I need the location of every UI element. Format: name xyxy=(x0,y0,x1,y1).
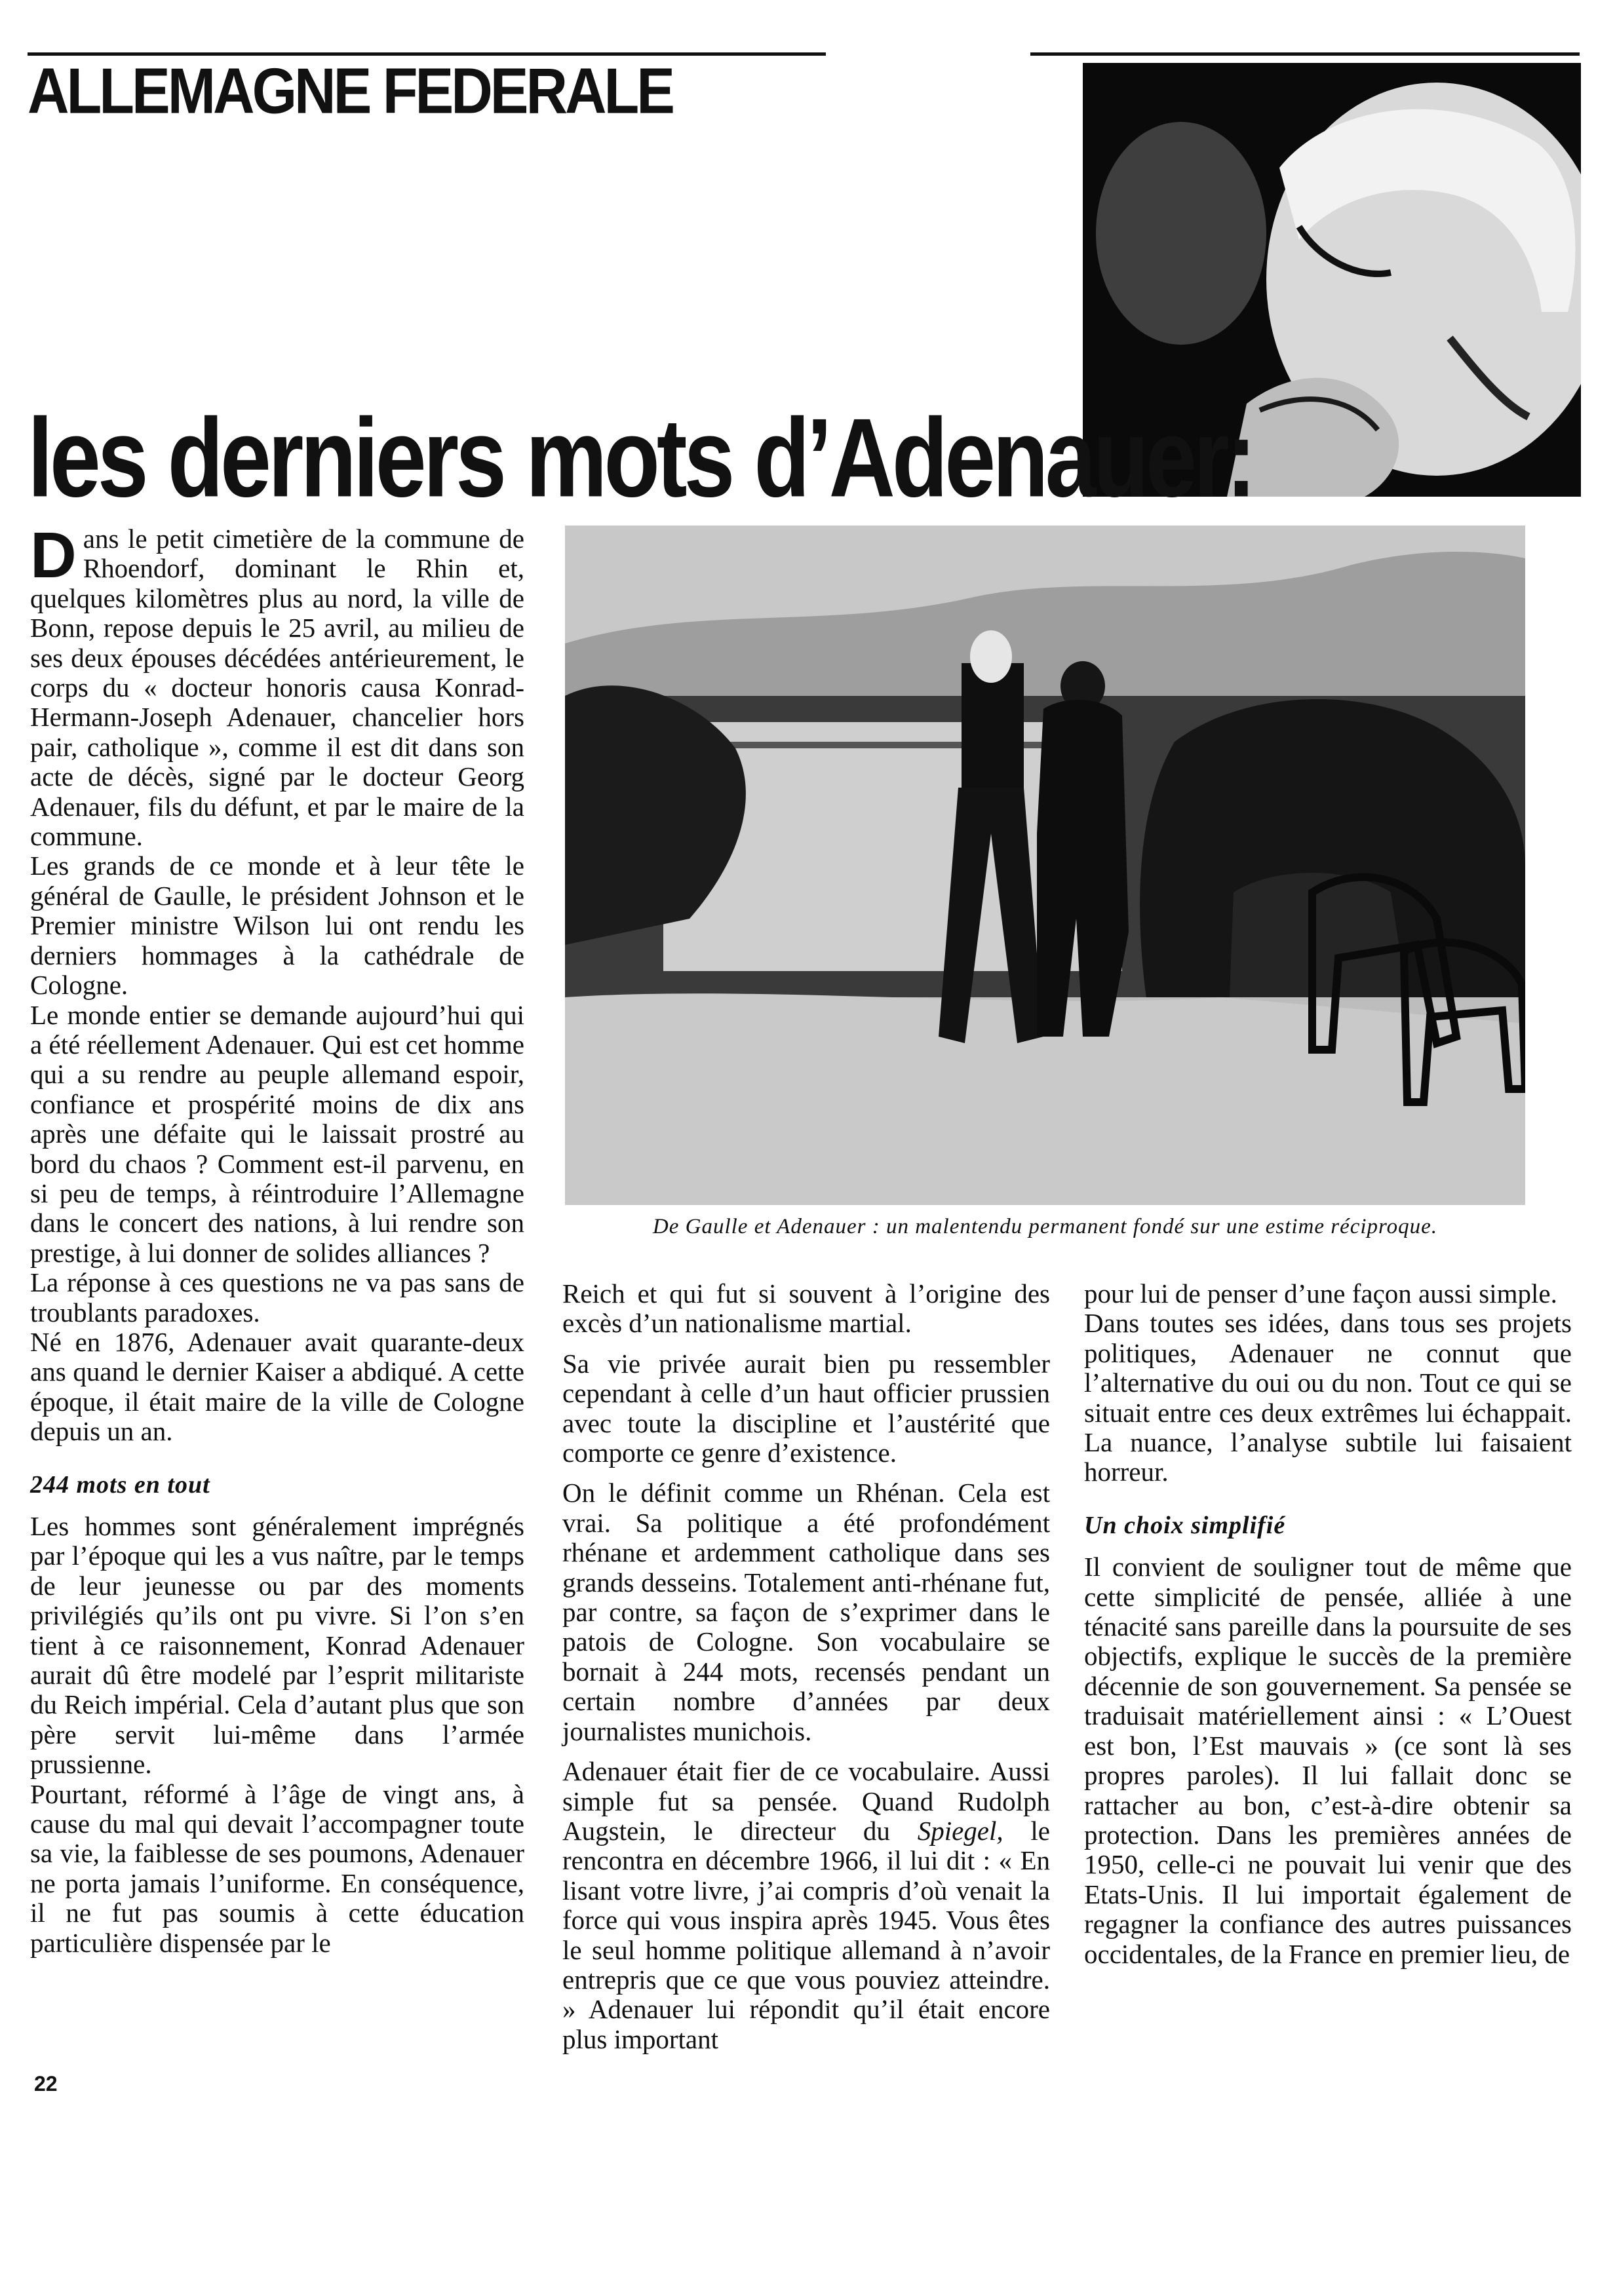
paragraph: Né en 1876, Adenauer avait quarante-deux ans quand le dernier Kaiser a abdiqué. A cette époque, il était maire de la ville de Cologne depuis un an. xyxy=(30,1326,524,1447)
magazine-name: Spiegel, xyxy=(917,1815,1003,1846)
subheading: 244 mots en tout xyxy=(30,1470,210,1499)
drop-cap: D xyxy=(30,519,77,591)
column-3 xyxy=(1084,1279,1572,1969)
paragraph: Le monde entier se demande aujourd’hui qui a été réellement Adenauer. Qui est cet homme qui a su rendre au peuple allemand espoir, confiance et prospérité moins de dix ans après une défaite qui le laissait prostré au bord du chaos ? Comment est-il parvenu, en si peu de temps, à réintroduire l’Allemagne dans le concert des nations, à lui rendre son prestige, à lui donner de solides alliances ? xyxy=(30,999,524,1268)
paragraph: pour lui de penser d’une façon aussi simple. xyxy=(1084,1278,1557,1309)
paragraph: Les grands de ce monde et à leur tête le général de Gaulle, le président Johnson et le Premier ministre Wilson lui ont rendu les derniers hommages à la cathédrale de Cologne. xyxy=(30,851,524,1001)
paragraph: La réponse à ces questions ne va pas sans de troublants paradoxes. xyxy=(30,1267,524,1328)
column-2 xyxy=(562,1279,1050,2054)
paragraph: On le définit comme un Rhénan. Cela est vrai. Sa politique a été profondément rhénane et ardemment catholique dans ses grands desseins. Totalement anti-rhénane fut, par contre, sa façon de s’exprimer dans le patois de Cologne. Son vocabulaire se bornait à 244 mots, recensés pendant un certain nombre d’années par deux journalistes munichois. xyxy=(562,1478,1050,1746)
page-number: 22 xyxy=(34,2072,58,2095)
paragraph: Reich et qui fut si souvent à l’origine des excès d’un nationalisme martial. xyxy=(562,1278,1050,1339)
paragraph: Il convient de souligner tout de même que cette simplicité de pensée, alliée à une ténacité sans pareille dans la poursuite de ses objectifs, explique le succès de la première décennie de son gouvernement. Sa pensée se traduisait matériellement ainsi : « L’Ouest est bon, l’Est mauvais » (ce sont là ses propres paroles). Il lui fallait donc se rattacher au bon, c’est-à-dire obtenir sa protection. Dans les premières années de 1950, celle-ci ne pouvait lui venir que des Etats-Unis. Il lui importait également de regagner la confiance des autres puissances occidentales, de la France en premier lieu, de xyxy=(1084,1552,1572,1969)
garden-walk-photo-icon xyxy=(565,526,1525,1205)
paragraph-text: ans le petit cimetière de la commune de Rhoendorf, dominant le Rhin et, quelques kilomètres plus au nord, la ville de Bonn, repose depuis le 25 avril, au milieu de ses deux épouses décédées antérieurement, le corps du « docteur honoris causa Konrad-Hermann-Joseph Adenauer, chancelier hors pair, catholique », comme il est dit dans son acte de décès, signé par le docteur Georg Adenauer, fils du défunt, et par le maire de la commune. xyxy=(30,524,524,852)
paragraph: Les hommes sont généralement imprégnés par l’époque qui les a vus naître, par le temps de leur jeunesse ou par des moments privilégiés qu’ils ont pu vivre. Si l’on s’en tient à ce raisonnement, Konrad Adenauer aurait dû être modelé par l’esprit militariste du Reich impérial. Cela d’autant plus que son père servit lui-même dans l’armée prussienne. xyxy=(30,1511,524,1780)
photo-caption: De Gaulle et Adenauer : un malentendu permanent fondé sur une estime réciproque. xyxy=(652,1215,1438,1238)
top-rule-right xyxy=(1030,52,1580,56)
paragraph-text: Adenauer était fier de ce vocabulaire. Aussi simple fut sa pensée. Quand Rudolph Augstein, le directeur du xyxy=(562,1756,1050,1846)
column-1 xyxy=(30,519,524,1958)
subheading: Un choix simplifié xyxy=(1084,1511,1286,1539)
paragraph-text: le rencontra en décembre 1966, il lui dit : « En lisant votre livre, j’ai compris d’où venait la force qui vous inspira après 1945. Vous êtes le seul homme politique allemand à n’avoir entrepris que ce que vous pouviez atteindre. » Adenauer lui répondit qu’il était encore plus important xyxy=(562,1815,1050,2054)
main-photo xyxy=(565,526,1525,1205)
headline: les derniers mots d’Adenauer: xyxy=(28,394,1254,520)
paragraph: Sa vie privée aurait bien pu ressembler cependant à celle d’un haut officier prussien avec toute la discipline et l’austérité que comporte ce genre d’existence. xyxy=(562,1348,1050,1468)
paragraph: Pourtant, réformé à l’âge de vingt ans, à cause du mal qui devait l’accompagner toute sa vie, la faiblesse de ses poumons, Adenauer ne porta jamais l’uniforme. En conséquence, il ne fut pas soumis à cette éducation particulière dispensée par le xyxy=(30,1778,524,1958)
section-title: ALLEMAGNE FEDERALE xyxy=(28,54,672,127)
paragraph: Dans toutes ses idées, dans tous ses projets politiques, Adenauer ne connut que l’alternative du oui ou du non. Tout ce qui se situait entre ces deux extrêmes lui échappait. La nuance, l’analyse subtile lui faisaient horreur. xyxy=(1084,1308,1572,1487)
paragraph xyxy=(30,519,524,852)
paragraph xyxy=(562,1757,1050,2054)
